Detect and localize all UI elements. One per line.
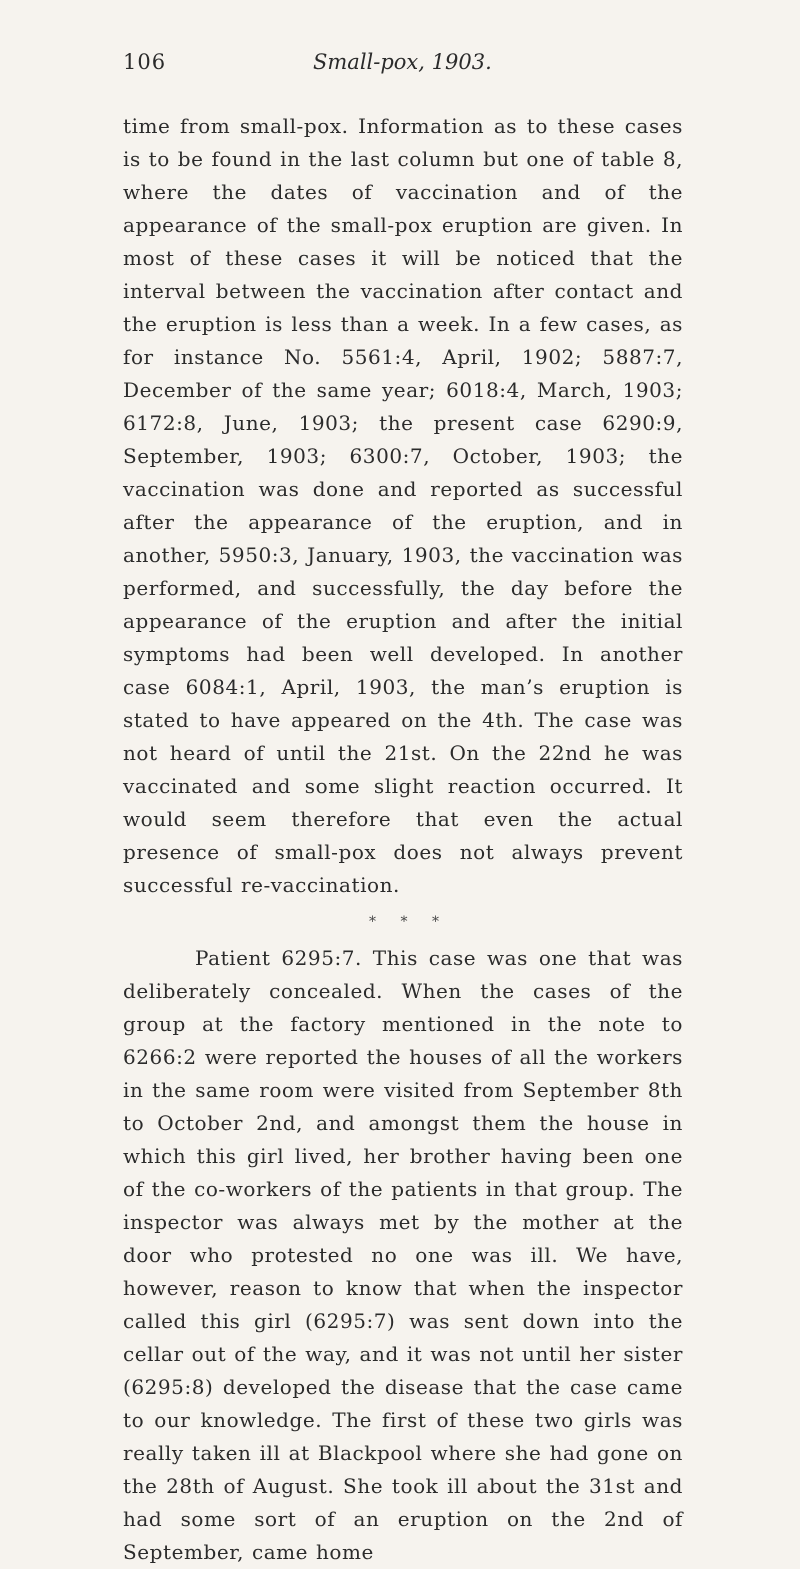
body-text [123, 110, 683, 1569]
page-number: 106 [123, 50, 167, 74]
section-separator: * * * [369, 914, 449, 930]
running-title: Small-pox, 1903. [313, 50, 492, 74]
paragraph-continuation: time from small-pox. Information as to these cases is to be found in the last column but one of table 8, where the dates of vaccination and of the appearance of the small-pox eruption are given. In most of these cases it will be noticed that the interval between the vaccination after contact and the eruption is less than a week. In a few cases, as for instance No. 5561:4, April, 1902; 5887:7, December of the same year; 6018:4, March, 1903; 6172:8, June, 1903; the present case 6290:9, September, 1903; 6300:7, October, 1903; the vaccination was done and reported as successful after the appearance of the eruption, and in another, 5950:3, January, 1903, the vaccination was performed, and successfully, the day before the appearance of the eruption and after the initial symptoms had been well developed. In another case 6084:1, April, 1903, the man’s eruption is stated to have appeared on the 4th. The case was not heard of until the 21st. On the 22nd he was vaccinated and some slight reaction occurred. It would seem therefore that even the actual presence of small-pox does not always prevent successful re-vaccination. [123, 114, 683, 897]
running-head [123, 50, 683, 80]
paragraph-patient-6295-7: Patient 6295:7. This case was one that was deliberately concealed. When the cases of the group at the factory mentioned in the note to 6266:2 were reported the houses of all the workers in the same room were visited from September 8th to October 2nd, and amongst them the house in which this girl lived, her brother having been one of the co-workers of the patients in that group. The inspector was always met by the mother at the door who protested no one was ill. We have, however, reason to know that when the inspector called this girl (6295:7) was sent down into the cellar out of the way, and it was not until her sister (6295:8) developed the disease that the case came to our knowledge. The first of these two girls was really taken ill at Blackpool where she had gone on the 28th of August. She took ill about the 31st and had some sort of an eruption on the 2nd of September, came home [123, 946, 683, 1564]
